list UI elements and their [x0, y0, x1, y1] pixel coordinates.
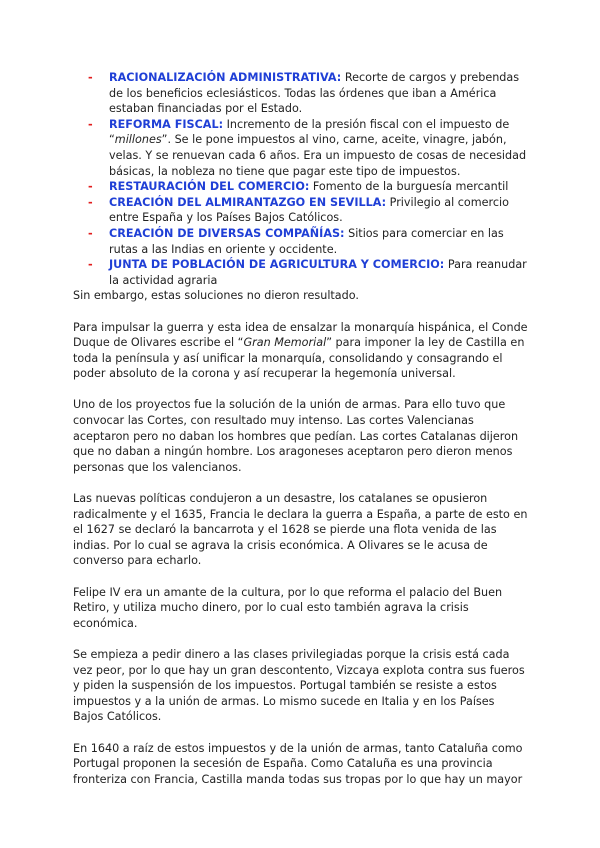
list-item — [73, 117, 528, 179]
paragraph-memorial — [73, 320, 528, 382]
measure-text: Sitios para comerciar en las rutas a las Indias en oriente y occidente. — [109, 226, 504, 256]
measure-text: Para reanudar la actividad agraria — [109, 258, 527, 287]
document-body — [73, 70, 528, 787]
reform-measures-list — [73, 70, 528, 288]
measure-text: Fomento de la burguesía mercantil — [312, 180, 509, 194]
measure-term: JUNTA DE POBLACIÓN DE AGRICULTURA Y COMERCIO: — [109, 258, 445, 272]
conclusion-line: Sin embargo, estas soluciones no dieron resultado. — [73, 289, 359, 303]
bullet-dash: - — [88, 226, 93, 240]
bullet-dash: - — [88, 71, 93, 84]
measure-text: ”. Se le pone impuestos al vino, carne, aceite, vinagre, jabón, velas. Y se renuevan cada 6 años. Era un impuesto de cosas de necesidad básicas, la nobleza no tiene que pagar este tipo de impuestos. — [109, 133, 527, 178]
measure-term: REFORMA FISCAL: — [109, 117, 224, 131]
paragraph-disaster: Las nuevas políticas condujeron a un desastre, los catalanes se opusieron radicalmente y el 1635, Francia le declara la guerra a España, a parte de esto en el 1627 se declaró la bancarrota y el 1628 se pierde una flota venida de las indias. Por lo cual se agrava la crisis económica. A Olivares se le acusa de converso para echarlo. — [73, 492, 528, 568]
measure-term: RESTAURACIÓN DEL COMERCIO: — [109, 180, 310, 194]
list-item — [73, 179, 528, 195]
measure-term: CREACIÓN DE DIVERSAS COMPAÑÍAS: — [109, 226, 345, 240]
bullet-dash: - — [88, 117, 93, 131]
list-item — [73, 195, 528, 226]
paragraph-text: Para impulsar la guerra y esta idea de ensalzar la monarquía hispánica, el Conde Duque de Olivares escribe el “ — [73, 320, 528, 350]
paragraph-text-italic: Gran Memorial — [243, 336, 327, 350]
measure-text-italic: millones — [114, 133, 162, 147]
list-item — [73, 226, 528, 257]
bullet-dash: - — [88, 180, 93, 194]
paragraph-felipe-iv: Felipe IV era un amante de la cultura, por lo que reforma el palacio del Buen Retiro, y utiliza mucho dinero, por lo cual esto también agrava la crisis económica. — [73, 585, 503, 630]
paragraph-discontent: Se empieza a pedir dinero a las clases privilegiadas porque la crisis está cada vez peor, por lo que hay un gran descontento, Vizcaya explota contra sus fueros y piden la suspensión de los impuestos. Portugal también se resiste a estos impuestos y a la unión de armas. Lo mismo sucede en Italia y en los Países Bajos Católicos. — [73, 647, 525, 724]
measure-term: CREACIÓN DEL ALMIRANTAZGO EN SEVILLA: — [109, 195, 387, 209]
measure-text: Incremento de la presión fiscal con el impuesto de “ — [109, 117, 510, 147]
measure-term: RACIONALIZACIÓN ADMINISTRATIVA: — [109, 71, 342, 84]
measure-text: Recorte de cargos y prebendas de los beneficios eclesiásticos. Todas las órdenes que iban a América estaban financiadas por el Estado. — [109, 71, 520, 116]
measure-text: Privilegio al comercio entre España y los Países Bajos Católicos. — [109, 195, 509, 225]
bullet-dash: - — [88, 258, 93, 272]
paragraph-text: ” para imponer la ley de Castilla en toda la península y así unificar la monarquía, consolidando y consagrando el poder absoluto de la corona y así recuperar la hegemonía universal. — [73, 336, 525, 381]
paragraph-union-arms: Uno de los proyectos fue la solución de la unión de armas. Para ello tuvo que convocar las Cortes, con resultado muy intenso. Las cortes Valencianas aceptaron pero no daban los hombres que pedían. Las cortes Catalanas dijeron que no daban a ningún hombre. Los aragoneses aceptaron pero dieron menos personas que los valencianos. — [73, 398, 519, 474]
bullet-dash: - — [88, 195, 93, 209]
list-item — [73, 70, 528, 117]
list-item — [73, 257, 528, 288]
paragraph-secession: En 1640 a raíz de estos impuestos y de la unión de armas, tanto Cataluña como Portugal proponen la secesión de España. Como Cataluña es una provincia fronteriza con Francia, Castilla manda todas sus tropas por lo que hay un mayor — [73, 741, 523, 786]
